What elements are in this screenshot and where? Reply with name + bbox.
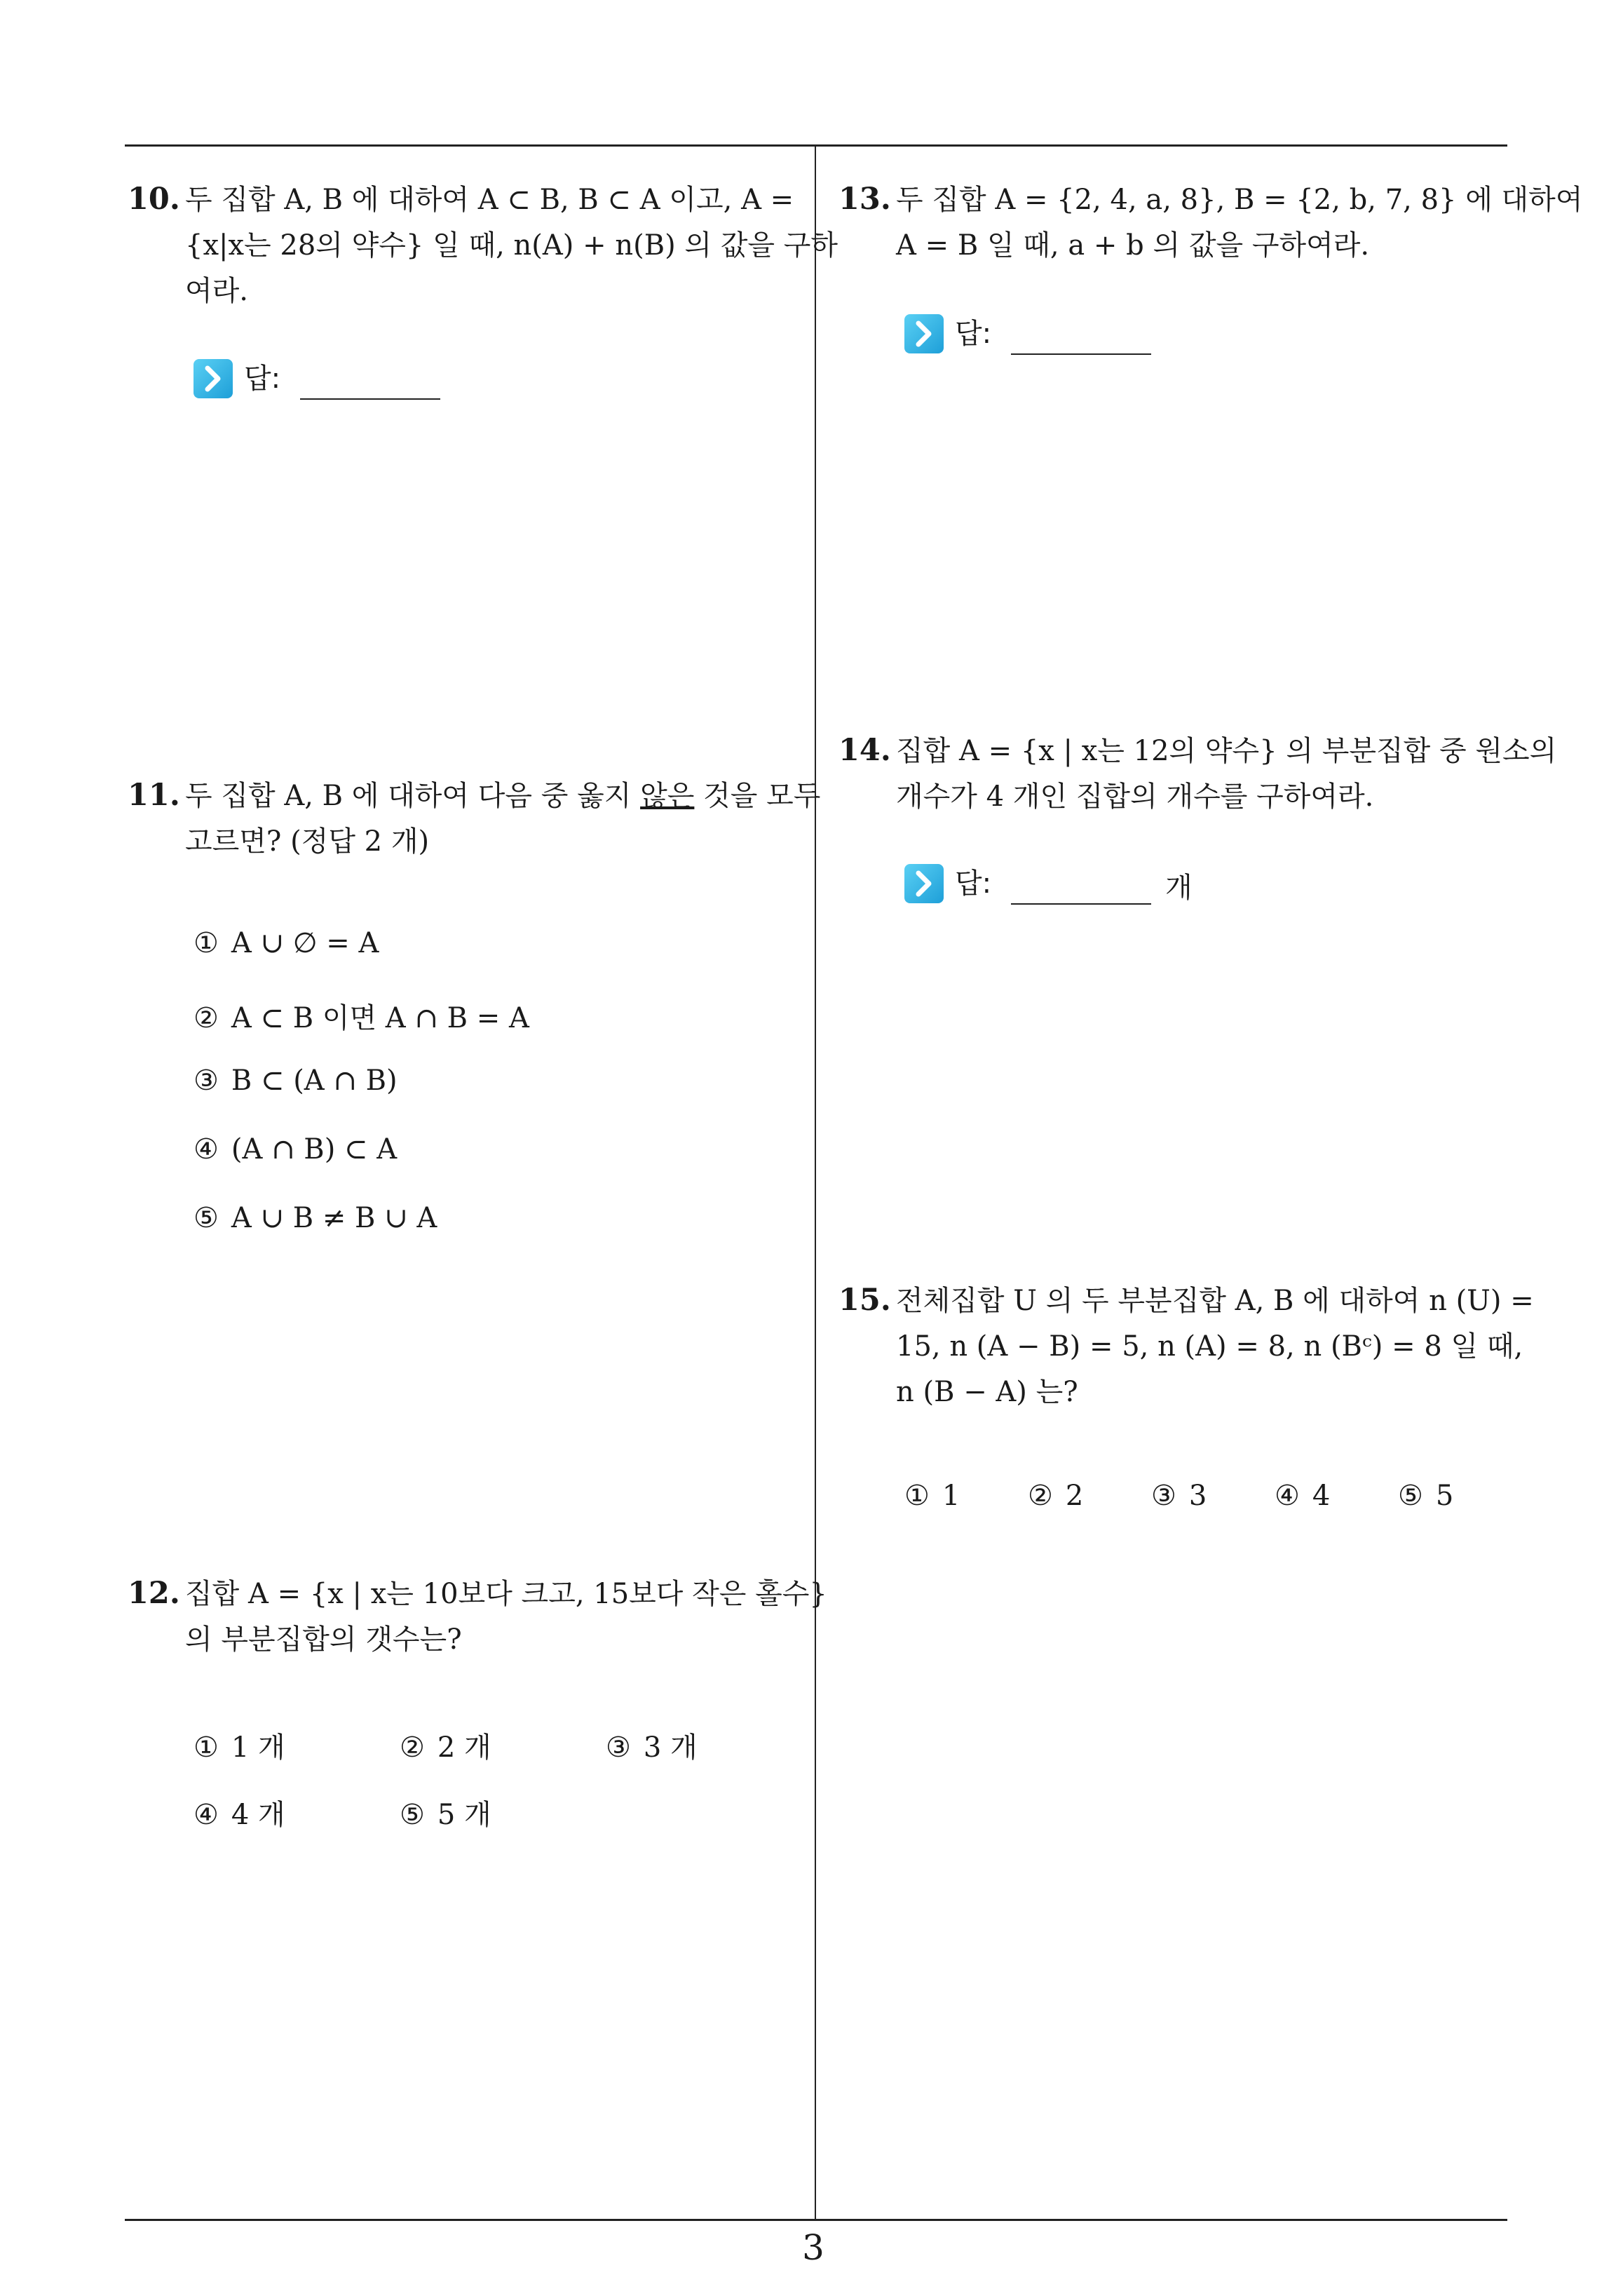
problem-15 [838, 1278, 1534, 1415]
answer-label: 답: [955, 318, 992, 350]
choice-marker: ① [193, 927, 219, 959]
choice-4[interactable] [1275, 1480, 1330, 1512]
answer-underline [1011, 903, 1151, 905]
answer-underline [300, 398, 440, 400]
problem-text: 두 집합 A, B 에 대하여 다음 중 옳지 [185, 780, 641, 812]
top-rule [125, 144, 1507, 147]
choice-1[interactable] [904, 1480, 960, 1512]
answer-label: 답: [955, 867, 992, 900]
choice-3[interactable] [193, 1065, 398, 1097]
choice-marker: ③ [1151, 1480, 1176, 1512]
answer-blank-14[interactable] [904, 860, 1255, 909]
problem-11 [128, 773, 821, 865]
choice-text: A ⊂ B 이면 A ∩ B = A [231, 1002, 529, 1034]
problem-number: 14. [838, 733, 891, 768]
choice-marker: ⑤ [400, 1799, 425, 1831]
choice-5[interactable] [193, 1202, 437, 1234]
choice-text: A ∪ ∅ = A [231, 927, 379, 959]
underlined-word: 않은 [640, 780, 695, 812]
problem-text: 고르면? (정답 2 개) [185, 825, 430, 858]
choice-3[interactable] [606, 1725, 698, 1765]
problem-number: 13. [838, 182, 891, 217]
choice-5[interactable] [1398, 1480, 1453, 1512]
problem-text: 집합 A = {x | x는 12의 약수} 의 부분집합 중 원소의 [896, 735, 1557, 767]
problem-text: n (B − A) 는? [896, 1376, 1078, 1408]
choice-text: B ⊂ (A ∩ B) [231, 1065, 398, 1097]
choice-marker: ④ [193, 1799, 219, 1831]
choice-4[interactable] [193, 1133, 397, 1166]
arrow-right-icon [904, 864, 944, 903]
choice-2[interactable] [193, 996, 529, 1036]
choice-text: 1 개 [231, 1731, 285, 1764]
choice-text: 2 개 [437, 1731, 491, 1764]
problem-number: 11. [128, 778, 180, 813]
arrow-right-icon [904, 314, 944, 353]
choice-marker: ⑤ [1398, 1480, 1423, 1512]
choice-text: 1 [942, 1480, 960, 1512]
problem-number: 15. [838, 1283, 891, 1318]
problem-text: 두 집합 A, B 에 대하여 A ⊂ B, B ⊂ A 이고, A = [185, 184, 794, 216]
choice-5[interactable] [400, 1792, 491, 1832]
problem-text: 집합 A = {x | x는 10보다 크고, 15보다 작은 홀수} [185, 1578, 827, 1610]
problem-number: 12. [128, 1576, 180, 1611]
answer-label: 답: [244, 363, 281, 395]
choice-text: 2 [1065, 1480, 1084, 1512]
choice-marker: ③ [193, 1065, 219, 1097]
choice-text: (A ∩ B) ⊂ A [231, 1133, 398, 1166]
choice-text: 3 개 [643, 1731, 698, 1764]
answer-unit: 개 [1165, 872, 1193, 904]
choice-text: A ∪ B ≠ B ∪ A [231, 1202, 437, 1234]
problem-14 [838, 728, 1557, 820]
problem-text: 의 부분집합의 갯수는? [185, 1623, 462, 1656]
problem-text: {x|x는 28의 약수} 일 때, n(A) + n(B) 의 값을 구하 [185, 229, 838, 262]
choice-3[interactable] [1151, 1480, 1207, 1512]
choice-4[interactable] [193, 1792, 285, 1832]
problem-text: 두 집합 A = {2, 4, a, 8}, B = {2, b, 7, 8} 에 대하여 [896, 184, 1583, 216]
problem-number: 10. [128, 182, 180, 217]
choice-1[interactable] [193, 927, 379, 959]
choice-marker: ② [400, 1731, 425, 1764]
choice-text: 5 개 [437, 1799, 491, 1831]
problem-13 [838, 177, 1583, 269]
answer-underline [1011, 353, 1151, 355]
choice-1[interactable] [193, 1725, 285, 1765]
choice-marker: ① [193, 1731, 219, 1764]
choice-marker: ④ [193, 1133, 219, 1166]
problem-12 [128, 1571, 827, 1663]
choice-2[interactable] [400, 1725, 491, 1765]
problem-text: 전체집합 U 의 두 부분집합 A, B 에 대하여 n (U) = [896, 1285, 1534, 1317]
problem-10 [128, 177, 838, 314]
answer-blank-10[interactable] [193, 355, 488, 404]
choice-text: 4 [1312, 1480, 1331, 1512]
problem-text: 것을 모두 [694, 780, 821, 812]
arrow-right-icon [193, 359, 233, 398]
choice-2[interactable] [1028, 1480, 1083, 1512]
problem-text: A = B 일 때, a + b 의 값을 구하여라. [896, 229, 1370, 262]
choice-marker: ⑤ [193, 1202, 219, 1234]
problem-text: 개수가 4 개인 집합의 개수를 구하여라. [896, 781, 1374, 813]
choice-marker: ② [1028, 1480, 1053, 1512]
answer-blank-13[interactable] [904, 310, 1199, 359]
bottom-rule [125, 2219, 1507, 2221]
choice-marker: ③ [606, 1731, 631, 1764]
choice-text: 5 [1435, 1480, 1454, 1512]
problem-text: 15, n (A − B) = 5, n (A) = 8, n (Bᶜ) = 8 일 때, [896, 1330, 1523, 1363]
choice-marker: ④ [1275, 1480, 1300, 1512]
problem-text: 여라. [185, 275, 248, 307]
choice-marker: ② [193, 1002, 219, 1034]
page-number: 3 [802, 2227, 824, 2268]
column-divider [815, 144, 816, 2220]
choice-marker: ① [904, 1480, 930, 1512]
choice-text: 3 [1188, 1480, 1207, 1512]
choice-text: 4 개 [231, 1799, 285, 1831]
